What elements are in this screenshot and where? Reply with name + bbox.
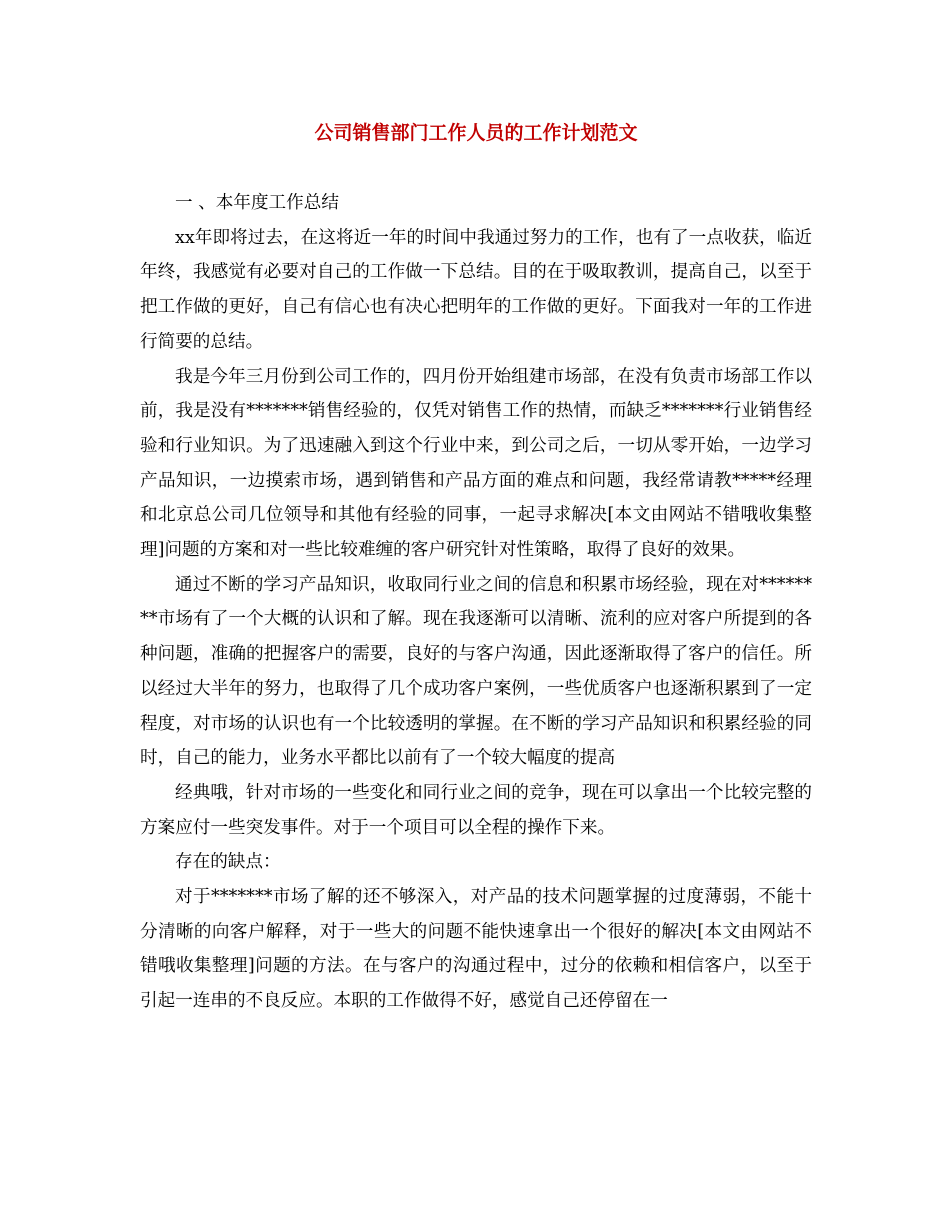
paragraph-1: xx年即将过去，在这将近一年的时间中我通过努力的工作，也有了一点收获，临近年终，我感觉有必要对自己的工作做一下总结。目的在于吸取教训，提高自己，以至于把工作做的更好，自己有信心也有决心把明年的工作做的更好。下面我对一年的工作进行简要的总结。	[140, 227, 812, 352]
document-page	[140, 118, 812, 1019]
section-heading: 一 、本年度工作总结	[175, 193, 339, 213]
paragraph-2: 我是今年三月份到公司工作的，四月份开始组建市场部，在没有负责市场部工作以前，我是没有*******销售经验的，仅凭对销售工作的热情，而缺乏*******行业销售经验和行业知识。为了迅速融入到这个行业中来，到公司之后，一切从零开始，一边学习产品知识，一边摸索市场，遇到销售和产品方面的难点和问题，我经常请教*****经理和北京总公司几位领导和其他有经验的同事，一起寻求解决[本文由网站不错哦收集整理]问题的方案和对一些比较难缠的客户研究针对性策略，取得了良好的效果。	[140, 366, 812, 561]
paragraph-3: 通过不断的学习产品知识，收取同行业之间的信息和积累市场经验，现在对********市场有了一个大概的认识和了解。现在我逐渐可以清晰、流利的应对客户所提到的各种问题，准确的把握客户的需要，良好的与客户沟通，因此逐渐取得了客户的信任。所以经过大半年的努力，也取得了几个成功客户案例，一些优质客户也逐渐积累到了一定程度，对市场的认识也有一个比较透明的掌握。在不断的学习产品知识和积累经验的同时，自己的能力，业务水平都比以前有了一个较大幅度的提高	[140, 574, 812, 769]
paragraph-6: 对于*******市场了解的还不够深入，对产品的技术问题掌握的过度薄弱，不能十分清晰的向客户解释，对于一些大的问题不能快速拿出一个很好的解决[本文由网站不错哦收集整理]问题的方法。在与客户的沟通过程中，过分的依赖和相信客户，以至于引起一连串的不良反应。本职的工作做得不好，感觉自己还停留在一	[140, 887, 812, 1012]
document-title: 公司销售部门工作人员的工作计划范文	[314, 122, 638, 144]
paragraph-5: 存在的缺点：	[175, 852, 281, 873]
paragraph-4: 经典哦，针对市场的一些变化和同行业之间的竞争，现在可以拿出一个比较完整的方案应付一些突发事件。对于一个项目可以全程的操作下来。	[140, 782, 812, 838]
